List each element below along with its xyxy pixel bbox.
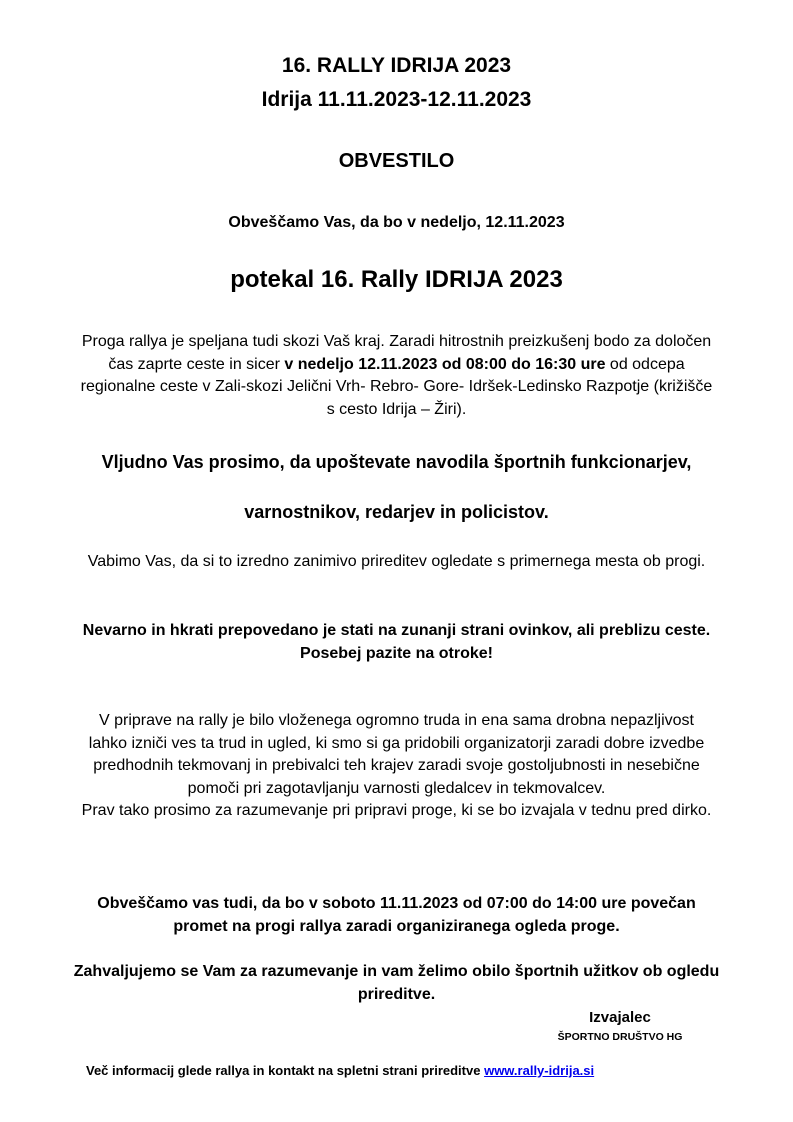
closure-time: v nedeljo 12.11.2023 od 08:00 do 16:30 ure (284, 355, 606, 373)
request-line-2: varnostnikov, redarjev in policistov. (244, 502, 549, 522)
notice-intro: Obveščamo Vas, da bo v nedeljo, 12.11.2023 (228, 214, 565, 231)
preparation-line-2: Prav tako prosimo za razumevanje pri pripravi proge, ki se bo izvajala v tednu pred dirko. (81, 802, 712, 819)
website-link[interactable]: www.rally-idrija.si (484, 1063, 595, 1078)
title-line-1: 16. RALLY IDRIJA 2023 (281, 54, 512, 77)
preparation-paragraph (80, 710, 713, 823)
invitation-paragraph: Vabimo Vas, da si to izredno zanimivo prireditev ogledate s primernega mesta ob progi. (87, 553, 706, 570)
title-dates: Idrija 11.11.2023-12.11.2023 (261, 88, 532, 111)
closure-text-a: Proga rallya je speljana tudi skozi Vaš kraj. Zaradi hitrostnih preizkušenj bodo za določen čas zaprte ceste in sicer (81, 333, 712, 373)
road-closure-paragraph (80, 331, 713, 421)
request-line-1: Vljudno Vas prosimo, da upoštevate navodila športnih funkcionarjev, (101, 452, 692, 472)
notice-heading: OBVESTILO (338, 150, 455, 172)
warning-line-2: Posebej pazite na otroke! (300, 644, 493, 662)
warning-block (80, 620, 713, 665)
organizer-name: ŠPORTNO DRUŠTVO HG (557, 1031, 683, 1043)
event-announcement: potekal 16. Rally IDRIJA 2023 (230, 266, 563, 293)
footer-text: Več informacij glede rallya in kontakt na spletni strani prireditve (86, 1063, 485, 1078)
warning-line-1: Nevarno in hkrati prepovedano je stati na zunanji strani ovinkov, ali preblizu ceste. (82, 622, 711, 639)
organizer-label: Izvajalec (589, 1009, 651, 1026)
footer-info (86, 1062, 594, 1080)
thanks-paragraph: Zahvaljujemo se Vam za razumevanje in vam želimo obilo športnih užitkov ob ogledu prireditve. (73, 963, 720, 1003)
preparation-line-1: V priprave na rally je bilo vloženega ogromno truda in ena sama drobna nepazljivost lahko izniči ves ta trud in ugled, ki smo si ga pridobili organizatorji zaradi dobre izvedbe predhodnih tekmovanj in prebivalci teh krajev zaradi svoje gostoljubnosti in nesebične pomoči pri zagotavljanju varnosti gledalcev in tekmovalcev. (88, 712, 705, 797)
saturday-notice: Obveščamo vas tudi, da bo v soboto 11.11.2023 od 07:00 do 14:00 ure povečan promet na progi rallya zaradi organiziranega ogleda proge. (97, 895, 696, 935)
closure-text-b: od odcepa regionalne ceste v Zali-skozi Jelični Vrh- Rebro- Gore- Idršek-Ledinsko Razpotje (križišče s cesto Idrija – Žiri). (80, 355, 713, 418)
